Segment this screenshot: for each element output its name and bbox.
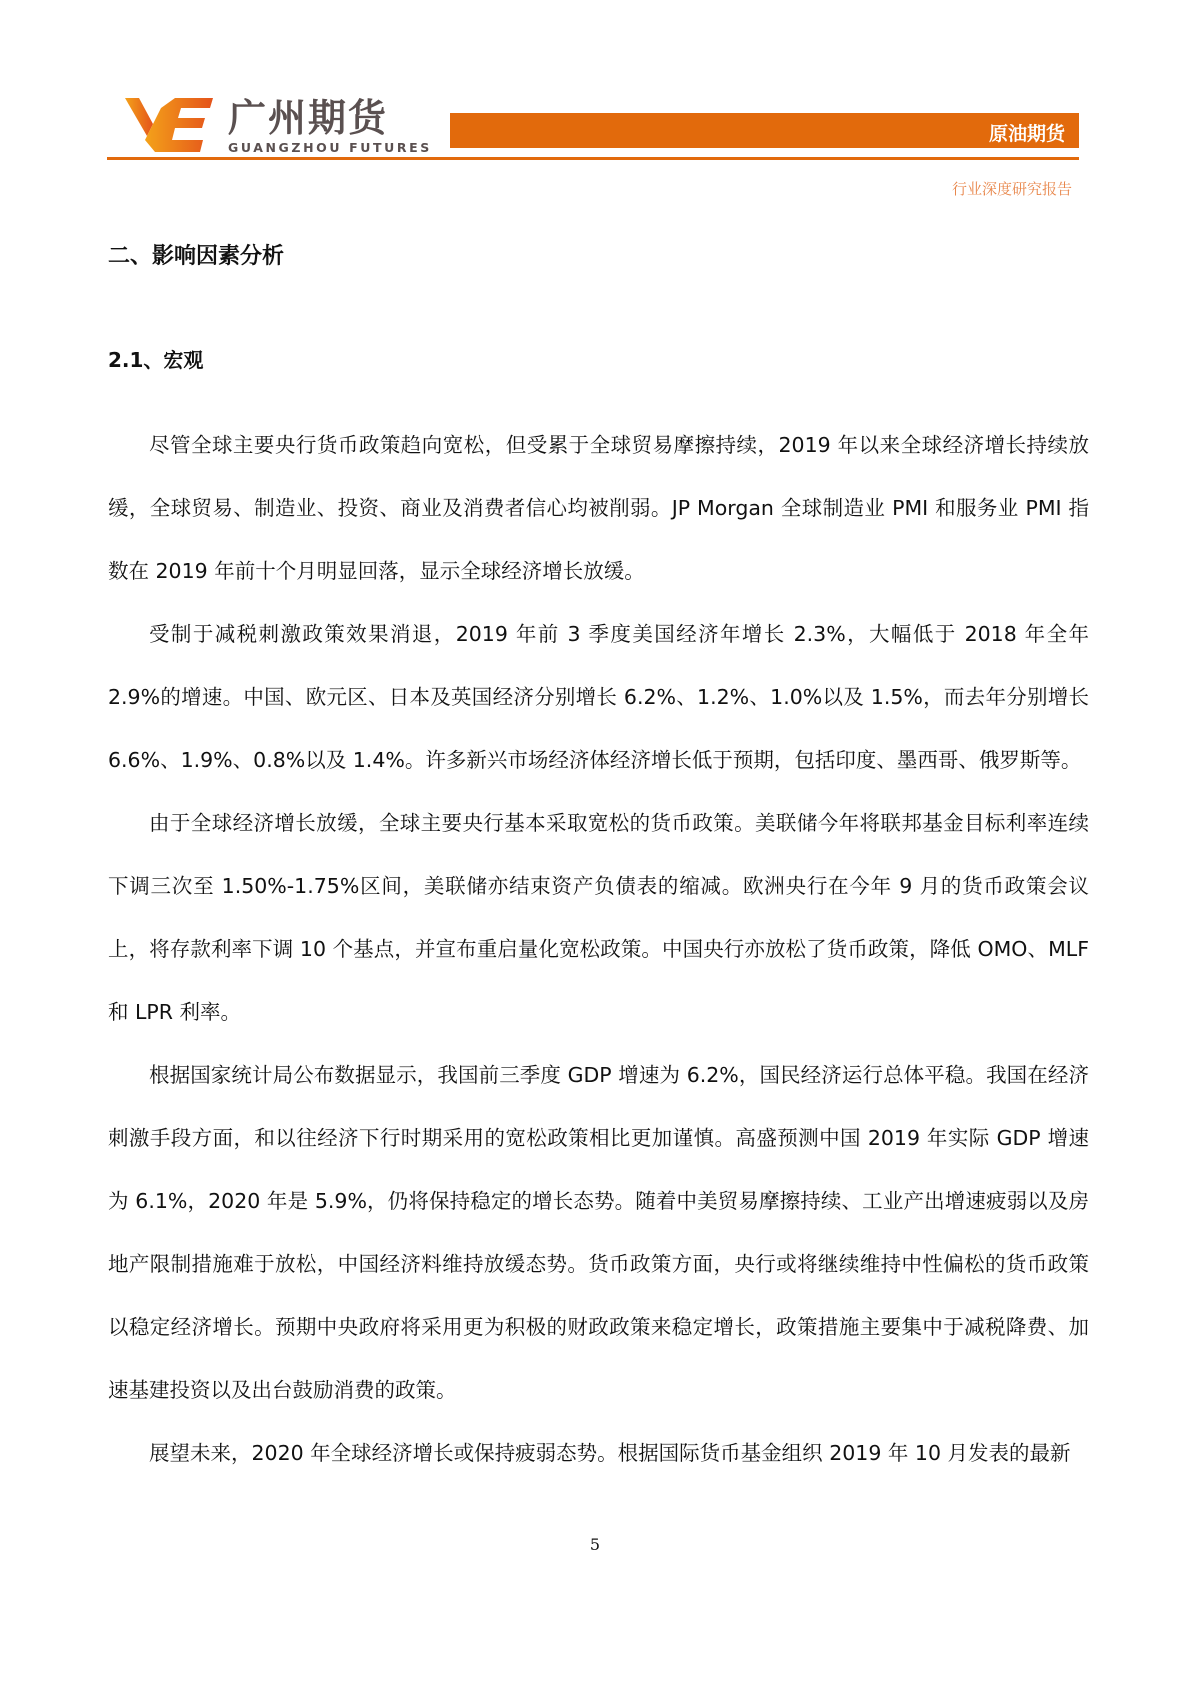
category-label: 原油期货 <box>988 123 1065 145</box>
logo-chinese-name: 广州期货 <box>228 96 389 140</box>
paragraph: 由于全球经济增长放缓，全球主要央行基本采取宽松的货币政策。美联储今年将联邦基金目标利率连续下调三次至 1.50%-1.75%区间，美联储亦结束资产负债表的缩减。欧洲央行在今年 9 月的货币政策会议上，将存款利率下调 10 个基点，并宣布重启量化宽松政策。中国央行亦放松了货币政策，降低 OMO、MLF 和 LPR 利率。 <box>108 811 1089 1024</box>
guangzhou-futures-logo-icon <box>125 98 213 154</box>
paragraph: 展望未来，2020 年全球经济增长或保持疲弱态势。根据国际货币基金组织 2019 年 10 月发表的最新 <box>149 1441 1071 1465</box>
subsection-title: 2.1、宏观 <box>108 348 204 372</box>
paragraph: 尽管全球主要央行货币政策趋向宽松，但受累于全球贸易摩擦持续，2019 年以来全球经济增长持续放缓，全球贸易、制造业、投资、商业及消费者信心均被削弱。JP Morgan 全球制造业 PMI 和服务业 PMI 指数在 2019 年前十个月明显回落，显示全球经济增长放缓。 <box>108 433 1089 583</box>
section-title: 二、影响因素分析 <box>108 244 285 269</box>
report-type: 行业深度研究报告 <box>951 180 1072 198</box>
body-text <box>108 414 1089 1485</box>
paragraph: 受制于减税刺激政策效果消退，2019 年前 3 季度美国经济年增长 2.3%，大幅低于 2018 年全年 2.9%的增速。中国、欧元区、日本及英国经济分别增长 6.2%、1.2%、1.0%以及 1.5%，而去年分别增长 6.6%、1.9%、0.8%以及 1.4%。许多新兴市场经济体经济增长低于预期，包括印度、墨西哥、俄罗斯等。 <box>108 622 1089 772</box>
page-number: 5 <box>589 1535 601 1554</box>
header-divider <box>107 157 1079 160</box>
logo-english-name: GUANGZHOU FUTURES <box>228 140 432 155</box>
category-banner <box>450 113 1079 148</box>
paragraph: 根据国家统计局公布数据显示，我国前三季度 GDP 增速为 6.2%，国民经济运行总体平稳。我国在经济刺激手段方面，和以往经济下行时期采用的宽松政策相比更加谨慎。高盛预测中国 2019 年实际 GDP 增速为 6.1%，2020 年是 5.9%，仍将保持稳定的增长态势。随着中美贸易摩擦持续、工业产出增速疲弱以及房地产限制措施难于放松，中国经济料维持放缓态势。货币政策方面，央行或将继续维持中性偏松的货币政策以稳定经济增长。预期中央政府将采用更为积极的财政政策来稳定增长，政策措施主要集中于减税降费、加速基建投资以及出台鼓励消费的政策。 <box>108 1063 1089 1402</box>
